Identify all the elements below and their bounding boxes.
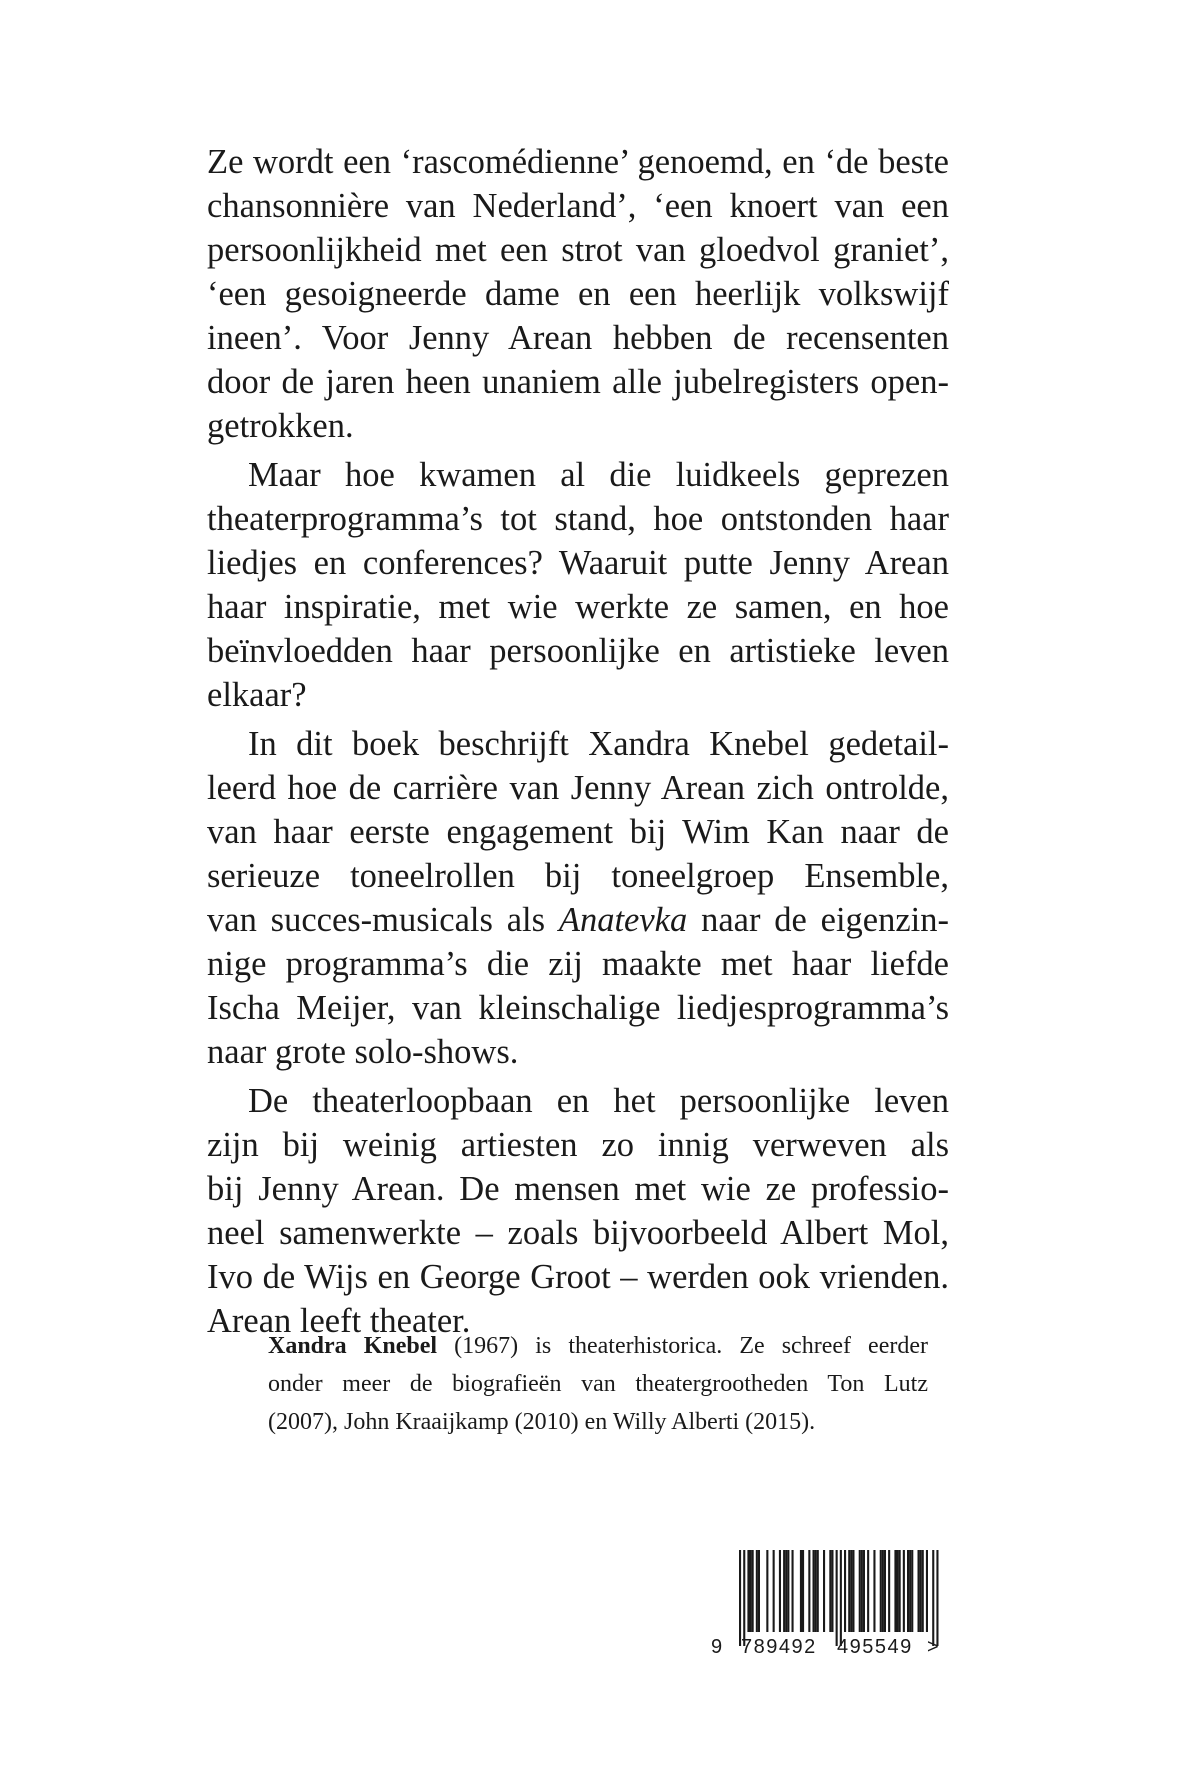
isbn-left-group: 789492 [741, 1636, 817, 1658]
isbn-lead-digit: 9 [711, 1636, 724, 1658]
barcode-bar [897, 1550, 899, 1632]
barcode-bar [852, 1550, 854, 1632]
barcode-bar [884, 1550, 886, 1632]
text-line: naar grote solo-shows. [207, 1033, 519, 1071]
bio-line: onder meer de biografieën van theatergrootheden Ton Lutz [268, 1371, 928, 1397]
barcode-bar [867, 1550, 869, 1632]
barcode-bar [863, 1550, 865, 1632]
barcode-bar [817, 1550, 819, 1632]
text-line: chansonnière van Nederland’, ‘een knoert van een [207, 187, 949, 225]
barcode-bar [880, 1550, 882, 1632]
barcode-bar [756, 1550, 758, 1632]
barcode-bar [813, 1550, 815, 1632]
barcode-bar [861, 1550, 863, 1632]
blurb-paragraph-3 [207, 722, 949, 1074]
text-line: van haar eerste engagement bij Wim Kan naar de [207, 813, 949, 851]
barcode-bar [802, 1550, 804, 1632]
barcode-bar [873, 1550, 875, 1632]
barcode-bar [894, 1550, 896, 1632]
text-line-with-title [207, 898, 949, 942]
text-line: In dit boek beschrijft Xandra Knebel gedetail- [248, 725, 949, 763]
barcode-guard-bar [836, 1550, 838, 1646]
musical-title: Anatevka [558, 901, 688, 939]
cover-blurb [207, 140, 949, 1348]
isbn-right-group: 495549 [837, 1636, 913, 1658]
barcode-bar [787, 1550, 789, 1632]
text-line: De theaterloopbaan en het persoonlijke leven [248, 1082, 949, 1120]
barcode-bar [918, 1550, 920, 1632]
barcode-guard-bar [932, 1550, 934, 1646]
text-line: liedjes en conferences? Waaruit putte Jenny Arean [207, 544, 949, 582]
text-line: serieuze toneelrollen bij toneelgroep Ensemble, [207, 857, 949, 895]
bio-line [268, 1327, 928, 1365]
barcode-bar [859, 1550, 861, 1632]
text-line: getrokken. [207, 407, 354, 445]
text-line: Arean leeft theater. [207, 1302, 471, 1340]
text-line: persoonlijkheid met een strot van gloedvol graniet’, [207, 231, 949, 269]
text-line: beïnvloedden haar persoonlijke en artistieke leven [207, 632, 949, 670]
barcode-bar [848, 1550, 850, 1632]
barcode-bar [922, 1550, 924, 1632]
blurb-paragraph-1 [207, 140, 949, 448]
barcode-bar [831, 1550, 833, 1632]
barcode-bar [750, 1550, 752, 1632]
blurb-paragraph-4 [207, 1079, 949, 1343]
barcode-bar [800, 1550, 802, 1632]
barcode-bar [823, 1550, 825, 1632]
text-line: door de jaren heen unaniem alle jubelregisters open- [207, 363, 949, 401]
barcode-bar [829, 1550, 831, 1632]
text-line: ‘een gesoigneerde dame en een heerlijk volkswijf [207, 275, 949, 313]
barcode-bar [907, 1550, 909, 1632]
barcode-guard-bar [743, 1550, 745, 1646]
barcode-bar [752, 1550, 754, 1632]
text-line: leerd hoe de carrière van Jenny Arean zich ontrolde, [207, 769, 949, 807]
barcode-bar [911, 1550, 913, 1632]
text-line: Ze wordt een ‘rascomédienne’ genoemd, en ‘de beste [207, 143, 949, 181]
barcode-bar [888, 1550, 890, 1632]
barcode-bar [882, 1550, 884, 1632]
barcode-bar [815, 1550, 817, 1632]
text-line: nige programma’s die zij maakte met haar liefde [207, 945, 949, 983]
text-line: Ischa Meijer, van kleinschalige liedjesprogramma’s [207, 989, 949, 1027]
text-line: Ivo de Wijs en George Groot – werden ook vrienden. [207, 1258, 949, 1296]
text-line: ineen’. Voor Jenny Arean hebben de recensenten [207, 319, 949, 357]
text-line: neel samenwerkte – zoals bijvoorbeeld Albert Mol, [207, 1214, 949, 1252]
isbn-quiet-zone-mark: > [927, 1636, 941, 1658]
barcode-bar [785, 1550, 787, 1632]
barcode-guard-bar [840, 1550, 842, 1646]
barcode-bar [758, 1550, 760, 1632]
barcode-bar [920, 1550, 922, 1632]
barcode-bar [783, 1550, 785, 1632]
bio-text: (1967) is theaterhistorica. Ze schreef eerder [437, 1333, 929, 1359]
barcode-bar [747, 1550, 749, 1632]
barcode-bar [909, 1550, 911, 1632]
text-segment: naar de eigenzin- [687, 901, 950, 939]
bio-line: (2007), John Kraaijkamp (2010) en Willy Alberti (2015). [268, 1409, 816, 1435]
barcode-bar [850, 1550, 852, 1632]
barcode-bar [844, 1550, 846, 1632]
author-bio [268, 1327, 928, 1441]
text-line: Maar hoe kwamen al die luidkeels geprezen [248, 456, 949, 494]
text-line: zijn bij weinig artiesten zo innig verweven als [207, 1126, 949, 1164]
barcode-guard-bar [739, 1550, 741, 1646]
barcode-bar [903, 1550, 905, 1632]
barcode-bar [808, 1550, 810, 1632]
text-line: theaterprogramma’s tot stand, hoe ontstonden haar [207, 500, 949, 538]
text-line: bij Jenny Arean. De mensen met wie ze professio- [207, 1170, 949, 1208]
barcode-bar [899, 1550, 901, 1632]
barcode-guard-bar [936, 1550, 938, 1646]
barcode-bar [792, 1550, 794, 1632]
blurb-paragraph-2 [207, 453, 949, 717]
barcode-bar [926, 1550, 928, 1632]
text-line: elkaar? [207, 676, 307, 714]
text-segment: van succes-musicals als [207, 901, 559, 939]
text-line: haar inspiratie, met wie werkte ze samen, en hoe [207, 588, 949, 626]
barcode-bar [766, 1550, 768, 1632]
barcode-bar [773, 1550, 775, 1632]
author-name: Xandra Knebel [268, 1333, 438, 1359]
barcode-bar [779, 1550, 781, 1632]
